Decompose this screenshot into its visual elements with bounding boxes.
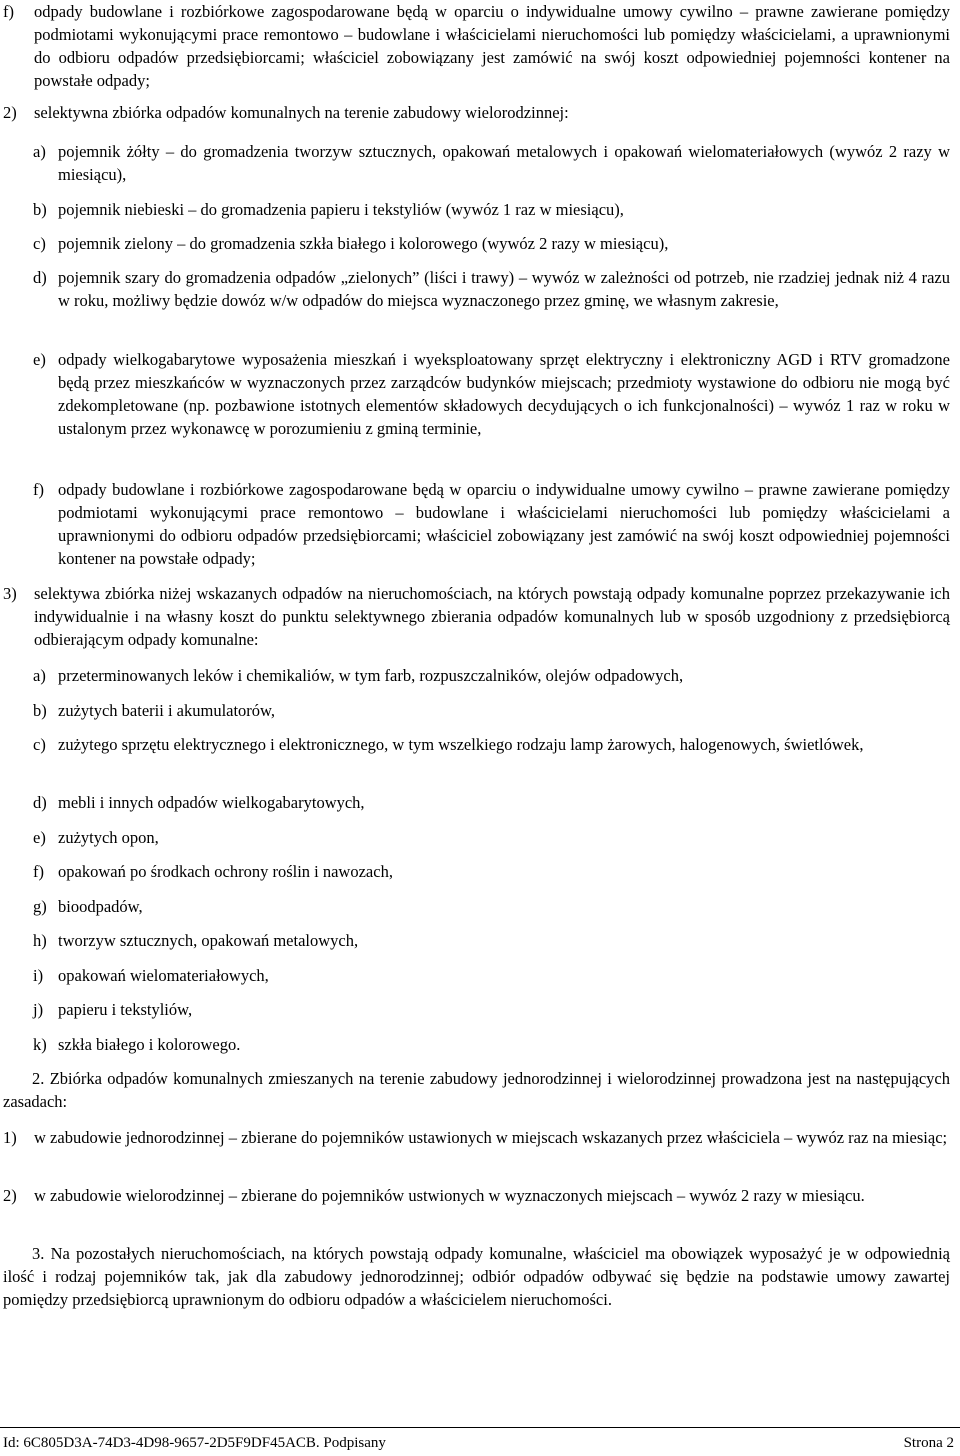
paragraph-text: Zbiórka odpadów komunalnych zmieszanych na terenie zabudowy jednorodzinnej i wielorodzinnej prowadzona jest na następujących zasadach: [3, 1069, 951, 1111]
list-item [33, 348, 950, 440]
item-label: j) [33, 1000, 44, 1019]
item-label: f) [33, 480, 44, 499]
footer-page-number: Strona 2 [903, 1435, 954, 1451]
item-text: tworzyw sztucznych, opakowań metalowych, [58, 931, 359, 950]
item-text: bioodpadów, [58, 897, 143, 916]
item-text: selektywna zbiórka odpadów komunalnych na terenie zabudowy wielorodzinnej: [34, 103, 569, 122]
item-text: odpady budowlane i rozbiórkowe zagospodarowane będą w oparciu o indywidualne umowy cywilno – prawne zawierane pomiędzy podmiotami wykonującymi prace remontowo – budowlane i właścicielami nieruchomości lub pomiędzy właścicielami a uprawnionymi do odbioru odpadów przedsiębiorcami; właściciel zobowiązany jest zamówić na swój koszt odpowiedniej pojemności kontener na powstałe odpady; [58, 480, 950, 568]
item-text: odpady budowlane i rozbiórkowe zagospodarowane będą w oparciu o indywidualne umowy cywilno – prawne zawierane pomiędzy podmiotami wykonującymi prace remontowo – budowlane i właścicielami nieruchomości lub pomiędzy właścicielami, a uprawnionymi do odbioru odpadów przedsiębiorcami; właściciel zobowiązany jest zamówić na swój koszt odpowiedniej pojemności kontener na powstałe odpady; [34, 2, 950, 90]
item-text: pojemnik niebieski – do gromadzenia papieru i tekstyliów (wywóz 1 raz w miesiącu), [58, 200, 624, 219]
item-label: h) [33, 931, 47, 950]
list-item [33, 998, 950, 1021]
item-text: opakowań po środkach ochrony roślin i nawozach, [58, 862, 393, 881]
item-text: w zabudowie wielorodzinnej – zbierane do pojemników ustwionych w wyznaczonych miejscach – wywóz 2 razy w miesiącu. [34, 1186, 865, 1205]
item-text: pojemnik zielony – do gromadzenia szkła białego i kolorowego (wywóz 2 razy w miesiącu), [58, 234, 669, 253]
item-label: d) [33, 793, 47, 812]
list-item [33, 860, 950, 883]
item-text: pojemnik szary do gromadzenia odpadów „zielonych” (liści i trawy) – wywóz w zależności od potrzeb, nie rzadziej jednak niż 4 razu w roku, możliwy będzie dowóz w/w odpadów do miejsca wyznaczonego przez gminę, we własnym zakresie, [58, 268, 950, 310]
item-label: a) [33, 142, 46, 161]
item-text: zużytego sprzętu elektrycznego i elektronicznego, w tym wszelkiego rodzaju lamp żarowych, halogenowych, świetlówek, [58, 735, 864, 754]
item-text: mebli i innych odpadów wielkogabarytowych, [58, 793, 365, 812]
paragraph-section-2 [3, 1067, 950, 1113]
item-label: f) [33, 862, 44, 881]
paragraph-number: 2. [32, 1069, 45, 1088]
list-item [33, 895, 950, 918]
paragraph-number: 3. [32, 1244, 45, 1263]
list-item [33, 1033, 950, 1056]
list-item [33, 266, 950, 312]
list-item [33, 198, 950, 221]
item-label: b) [33, 200, 47, 219]
item-label: a) [33, 666, 46, 685]
item-text: opakowań wielomateriałowych, [58, 966, 269, 985]
item-text: zużytych opon, [58, 828, 159, 847]
list-item [33, 699, 950, 722]
list-item [3, 1126, 950, 1149]
list-item [3, 1184, 950, 1207]
item-label: 2) [3, 1186, 17, 1205]
item-text: zużytych baterii i akumulatorów, [58, 701, 276, 720]
list-item [3, 582, 950, 651]
item-text: papieru i tekstyliów, [58, 1000, 193, 1019]
item-label: d) [33, 268, 47, 287]
paragraph-section-3 [3, 1242, 950, 1311]
item-label: k) [33, 1035, 47, 1054]
list-item [33, 929, 950, 952]
list-item [33, 791, 950, 814]
item-label: b) [33, 701, 47, 720]
footer-document-id: Id: 6C805D3A-74D3-4D98-9657-2D5F9DF45ACB. Podpisany [3, 1435, 386, 1451]
list-item [33, 478, 950, 570]
footer-divider [0, 1427, 960, 1428]
item-text: odpady wielkogabarytowe wyposażenia mieszkań i wyeksploatowany sprzęt elektryczny i elektroniczny AGD i RTV gromadzone będą przez mieszkańców w wyznaczonych przez zarządców budynków miejscach; przedmioty wystawione do odbioru nie mogą być zdekompletowane (np. pozbawione istotnych elementów składowych decydujących o ich funkcjonalności) – wywóz 1 raz w roku w ustalonym przez wykonawcę w porozumieniu z gminą terminie, [58, 350, 950, 438]
item-label: c) [33, 234, 46, 253]
item-text: pojemnik żółty – do gromadzenia tworzyw sztucznych, opakowań metalowych i opakowań wielomateriałowych (wywóz 2 razy w miesiącu), [58, 142, 950, 184]
item-text: w zabudowie jednorodzinnej – zbierane do pojemników ustawionych w miejscach wskazanych przez właściciela – wywóz raz na miesiąc; [34, 1128, 948, 1147]
item-label: i) [33, 966, 44, 985]
list-item [3, 0, 950, 92]
item-text: przeterminowanych leków i chemikaliów, w tym farb, rozpuszczalników, olejów odpadowych, [58, 666, 684, 685]
paragraph-text: Na pozostałych nieruchomościach, na których powstają odpady komunalne, właściciel ma obowiązek wyposażyć je w odpowiednią ilość i rodzaj pojemników tak, jak dla zabudowy jednorodzinnej; odbiór odpadów odbywać się będzie na podstawie umowy zawartej pomiędzy przedsiębiorcą uprawnionym do odbioru odpadów a właścicielem nieruchomości. [3, 1244, 950, 1309]
item-label: 3) [3, 584, 17, 603]
item-label: c) [33, 735, 46, 754]
item-label: e) [33, 828, 46, 847]
item-text: selektywa zbiórka niżej wskazanych odpadów na nieruchomościach, na których powstają odpady komunalne poprzez przekazywanie ich indywidualnie i na własny koszt do punktu selektywnego zbierania odpadów komunalnych lub w sposób uzgodniony z przedsiębiorcą odbierającym odpady komunalne: [34, 584, 950, 649]
list-item [33, 232, 950, 255]
item-label: 1) [3, 1128, 17, 1147]
item-label: g) [33, 897, 47, 916]
item-label: f) [3, 2, 14, 21]
item-label: 2) [3, 103, 17, 122]
list-item [33, 733, 950, 756]
list-item [33, 140, 950, 186]
item-label: e) [33, 350, 46, 369]
item-text: szkła białego i kolorowego. [58, 1035, 241, 1054]
list-item [3, 101, 950, 124]
list-item [33, 826, 950, 849]
list-item [33, 664, 950, 687]
list-item [33, 964, 950, 987]
